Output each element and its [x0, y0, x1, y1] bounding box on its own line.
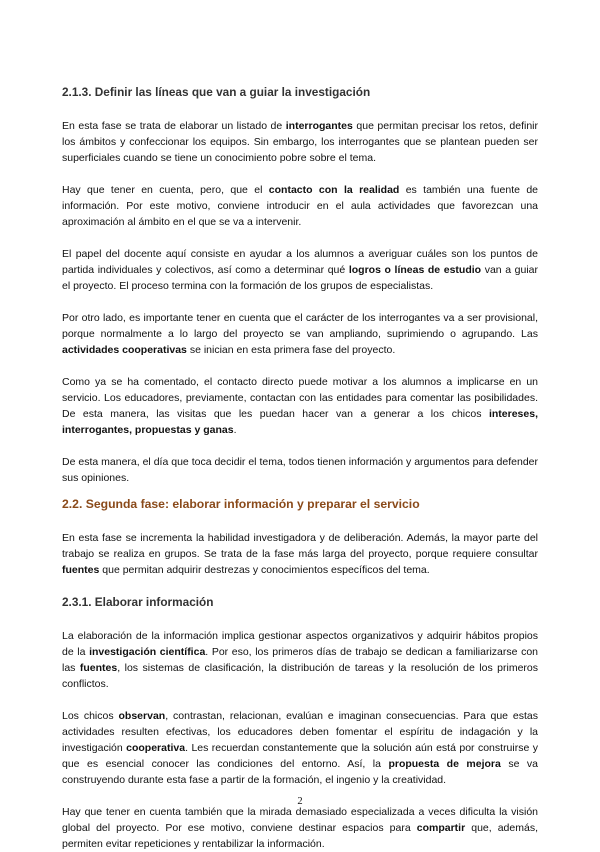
text-run: se inician en esta primera fase del proyecto.	[186, 344, 396, 356]
text-run: En esta fase se incrementa la habilidad investigadora y de deliberación. Además, la mayor parte del trabajo se realiza en grupos. Se trata de la fase más larga del proyecto, porque requiere consultar	[62, 532, 538, 560]
paragraph-2	[62, 182, 538, 230]
page-number: 2	[297, 796, 303, 807]
text-run: que, además, permiten evitar repeticiones y rentabilizar la información.	[62, 822, 538, 850]
bold-term: interrogantes	[285, 120, 353, 132]
section-heading-2-3-1: 2.3.1. Elaborar información	[62, 595, 214, 609]
paragraph-1	[62, 118, 538, 166]
bold-term: compartir	[416, 822, 466, 834]
bold-term: intereses, interrogantes, propuestas y ganas	[62, 408, 538, 436]
text-run: que permitan adquirir destrezas y conocimientos específicos del tema.	[99, 564, 430, 576]
paragraph-8	[62, 628, 538, 692]
text-run: En esta fase se trata de elaborar un listado de	[62, 120, 286, 132]
text-run: Como ya se ha comentado, el contacto directo puede motivar a los alumnos a implicarse en un servicio. Los educadores, previamente, contactan con las entidades para comentar las posibilidades. De esta manera, las visitas que les puedan hacer van a generar a los chicos	[62, 376, 538, 420]
text-run: , los sistemas de clasificación, la distribución de tareas y la resolución de los primeros conflictos.	[62, 662, 538, 690]
bold-term: actividades cooperativas	[62, 344, 187, 356]
text-run: . Por eso, los primeros días de trabajo se dedican a familiarizarse con las	[62, 646, 538, 674]
text-run: .	[233, 424, 237, 436]
section-heading-2-2: 2.2. Segunda fase: elaborar información y preparar el servicio	[62, 497, 420, 511]
paragraph-7	[62, 530, 538, 578]
bold-term: fuentes	[79, 662, 118, 674]
bold-term: contacto con la realidad	[268, 184, 400, 196]
text-run: van a guiar el proyecto. El proceso termina con la formación de los grupos de especialistas.	[62, 264, 538, 292]
text-run: . Les recuerdan constantemente que la solución aún está por construirse y que es esencial conocer las condiciones del entorno. Así, la	[62, 742, 538, 770]
bold-term: fuentes	[62, 564, 100, 576]
paragraph-5	[62, 374, 538, 438]
bold-term: propuesta de mejora	[388, 758, 501, 770]
text-run: es también una fuente de información. Por este motivo, conviene introducir en el aula actividades que favorezcan una aproximación al ámbito en el que se va a intervenir.	[62, 184, 539, 228]
text-run: , contrastan, relacionan, evalúan e imaginan consecuencias. Para que estas actividades resulten efectivas, los educadores deben fomentar el espíritu de indagación y la investigación	[62, 710, 539, 754]
paragraph-10	[62, 804, 538, 852]
text-run: que permitan precisar los retos, definir los ámbitos y confeccionar los equipos. Sin embargo, los interrogantes que se plantean pueden ser superficiales cuando se tiene un conocimiento pobre sobre el tema.	[62, 120, 538, 164]
page-content	[62, 84, 538, 852]
section-heading-2-1-3: 2.1.3. Definir las líneas que van a guiar la investigación	[62, 85, 371, 99]
bold-term: observan	[118, 710, 166, 722]
paragraph-9	[62, 708, 538, 788]
bold-term: logros o líneas de estudio	[348, 264, 482, 276]
text-run: Hay que tener en cuenta también que la mirada demasiado especializada a veces dificulta la visión global del proyecto. Por ese motivo, conviene destinar espacios para	[62, 806, 538, 834]
text-run: La elaboración de la información implica gestionar aspectos organizativos y adquirir hábitos propios de la	[62, 630, 538, 658]
text-run: se va construyendo durante esta fase a partir de la formación, el ingenio y la creatividad.	[62, 758, 539, 786]
paragraph-3	[62, 246, 538, 294]
text-run: Los chicos	[62, 710, 119, 722]
bold-term: cooperativa	[126, 742, 186, 754]
text-run: Hay que tener en cuenta, pero, que el	[62, 184, 269, 196]
text-run: Por otro lado, es importante tener en cuenta que el carácter de los interrogantes va a ser provisional, porque normalmente a lo largo del proyecto se van ampliando, suprimiendo o agrupando. Las	[62, 312, 538, 340]
paragraph-4	[62, 310, 538, 358]
paragraph-6	[62, 454, 538, 486]
text-run: De esta manera, el día que toca decidir el tema, todos tienen información y argumentos para defender sus opiniones.	[62, 456, 538, 484]
text-run: El papel del docente aquí consiste en ayudar a los alumnos a averiguar cuáles son los puntos de partida individuales y colectivos, así como a determinar qué	[62, 248, 538, 276]
bold-term: investigación científica	[89, 646, 206, 658]
